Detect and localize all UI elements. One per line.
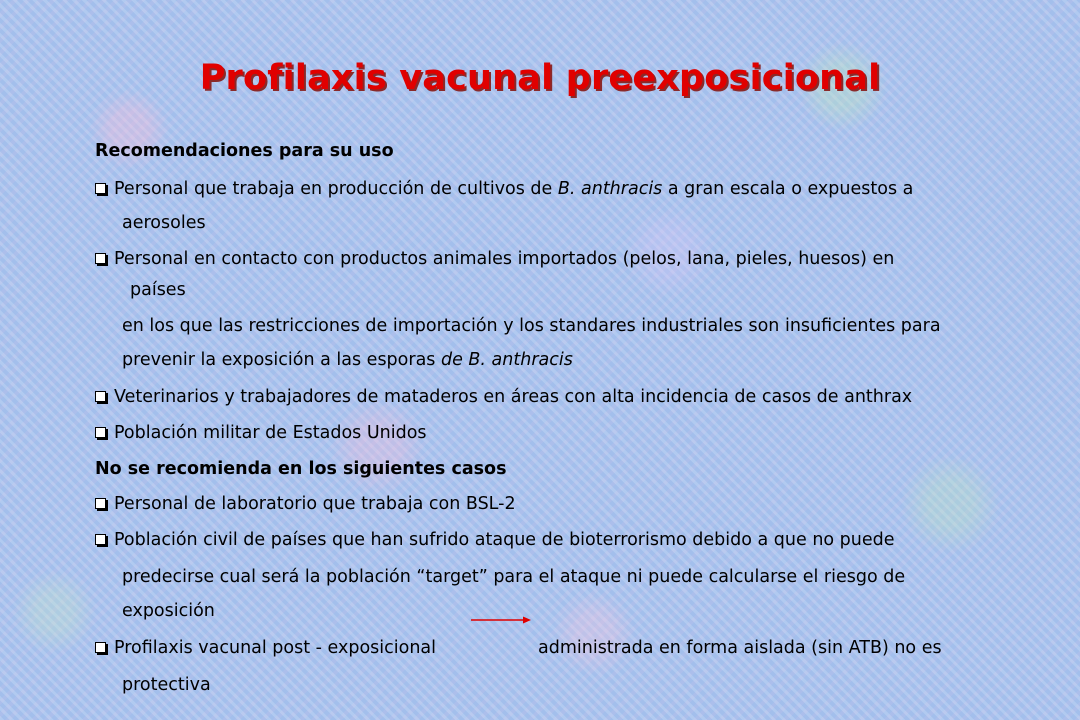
list-item-text: Profilaxis vacunal post - exposicional xyxy=(114,638,437,658)
list-item-continuation xyxy=(122,349,573,371)
list-item xyxy=(95,386,912,408)
section-heading-recommended: Recomendaciones para su uso xyxy=(95,141,394,161)
list-item-text: Personal de laboratorio que trabaja con BSL-2 xyxy=(114,494,516,514)
list-item-text: Población civil de países que han sufrido ataque de bioterrorismo debido a que no puede xyxy=(114,530,895,550)
list-item xyxy=(95,178,913,200)
checkbox-bullet-icon xyxy=(95,391,106,402)
list-item-continuation: países xyxy=(130,280,186,300)
page-title: Profilaxis vacunal preexposicional xyxy=(199,58,881,98)
list-item-continuation: exposición xyxy=(122,601,215,621)
list-item xyxy=(95,637,436,659)
checkbox-bullet-icon xyxy=(95,427,106,438)
list-item xyxy=(95,248,894,270)
right-arrow-icon xyxy=(470,614,532,626)
checkbox-bullet-icon xyxy=(95,183,106,194)
checkbox-bullet-icon xyxy=(95,642,106,653)
list-item-text: a gran escala o expuestos a xyxy=(662,179,914,199)
list-item xyxy=(95,493,516,515)
list-item-text: prevenir la exposición a las esporas xyxy=(122,350,441,370)
checkbox-bullet-icon xyxy=(95,498,106,509)
list-item-text: Personal que trabaja en producción de cultivos de xyxy=(114,179,558,199)
checkbox-bullet-icon xyxy=(95,534,106,545)
list-item-continuation: predecirse cual será la población “target” para el ataque ni puede calcularse el riesgo de xyxy=(122,567,906,587)
list-item-text-after-arrow: administrada en forma aislada (sin ATB) no es xyxy=(538,638,942,658)
species-name: B. anthracis xyxy=(557,179,663,199)
list-item xyxy=(95,422,427,444)
list-item-continuation: en los que las restricciones de importación y los standares industriales son insuficientes para xyxy=(122,316,941,336)
list-item-text: Personal en contacto con productos animales importados (pelos, lana, pieles, huesos) en xyxy=(114,249,895,269)
species-name: de B. anthracis xyxy=(440,350,573,370)
section-heading-not-recommended: No se recomienda en los siguientes casos xyxy=(95,459,507,479)
list-item xyxy=(95,529,895,551)
list-item-text: Población militar de Estados Unidos xyxy=(114,423,427,443)
checkbox-bullet-icon xyxy=(95,253,106,264)
list-item-continuation: aerosoles xyxy=(122,213,206,233)
list-item-text: Veterinarios y trabajadores de mataderos en áreas con alta incidencia de casos de anthrax xyxy=(114,387,913,407)
list-item-continuation: protectiva xyxy=(122,675,211,695)
